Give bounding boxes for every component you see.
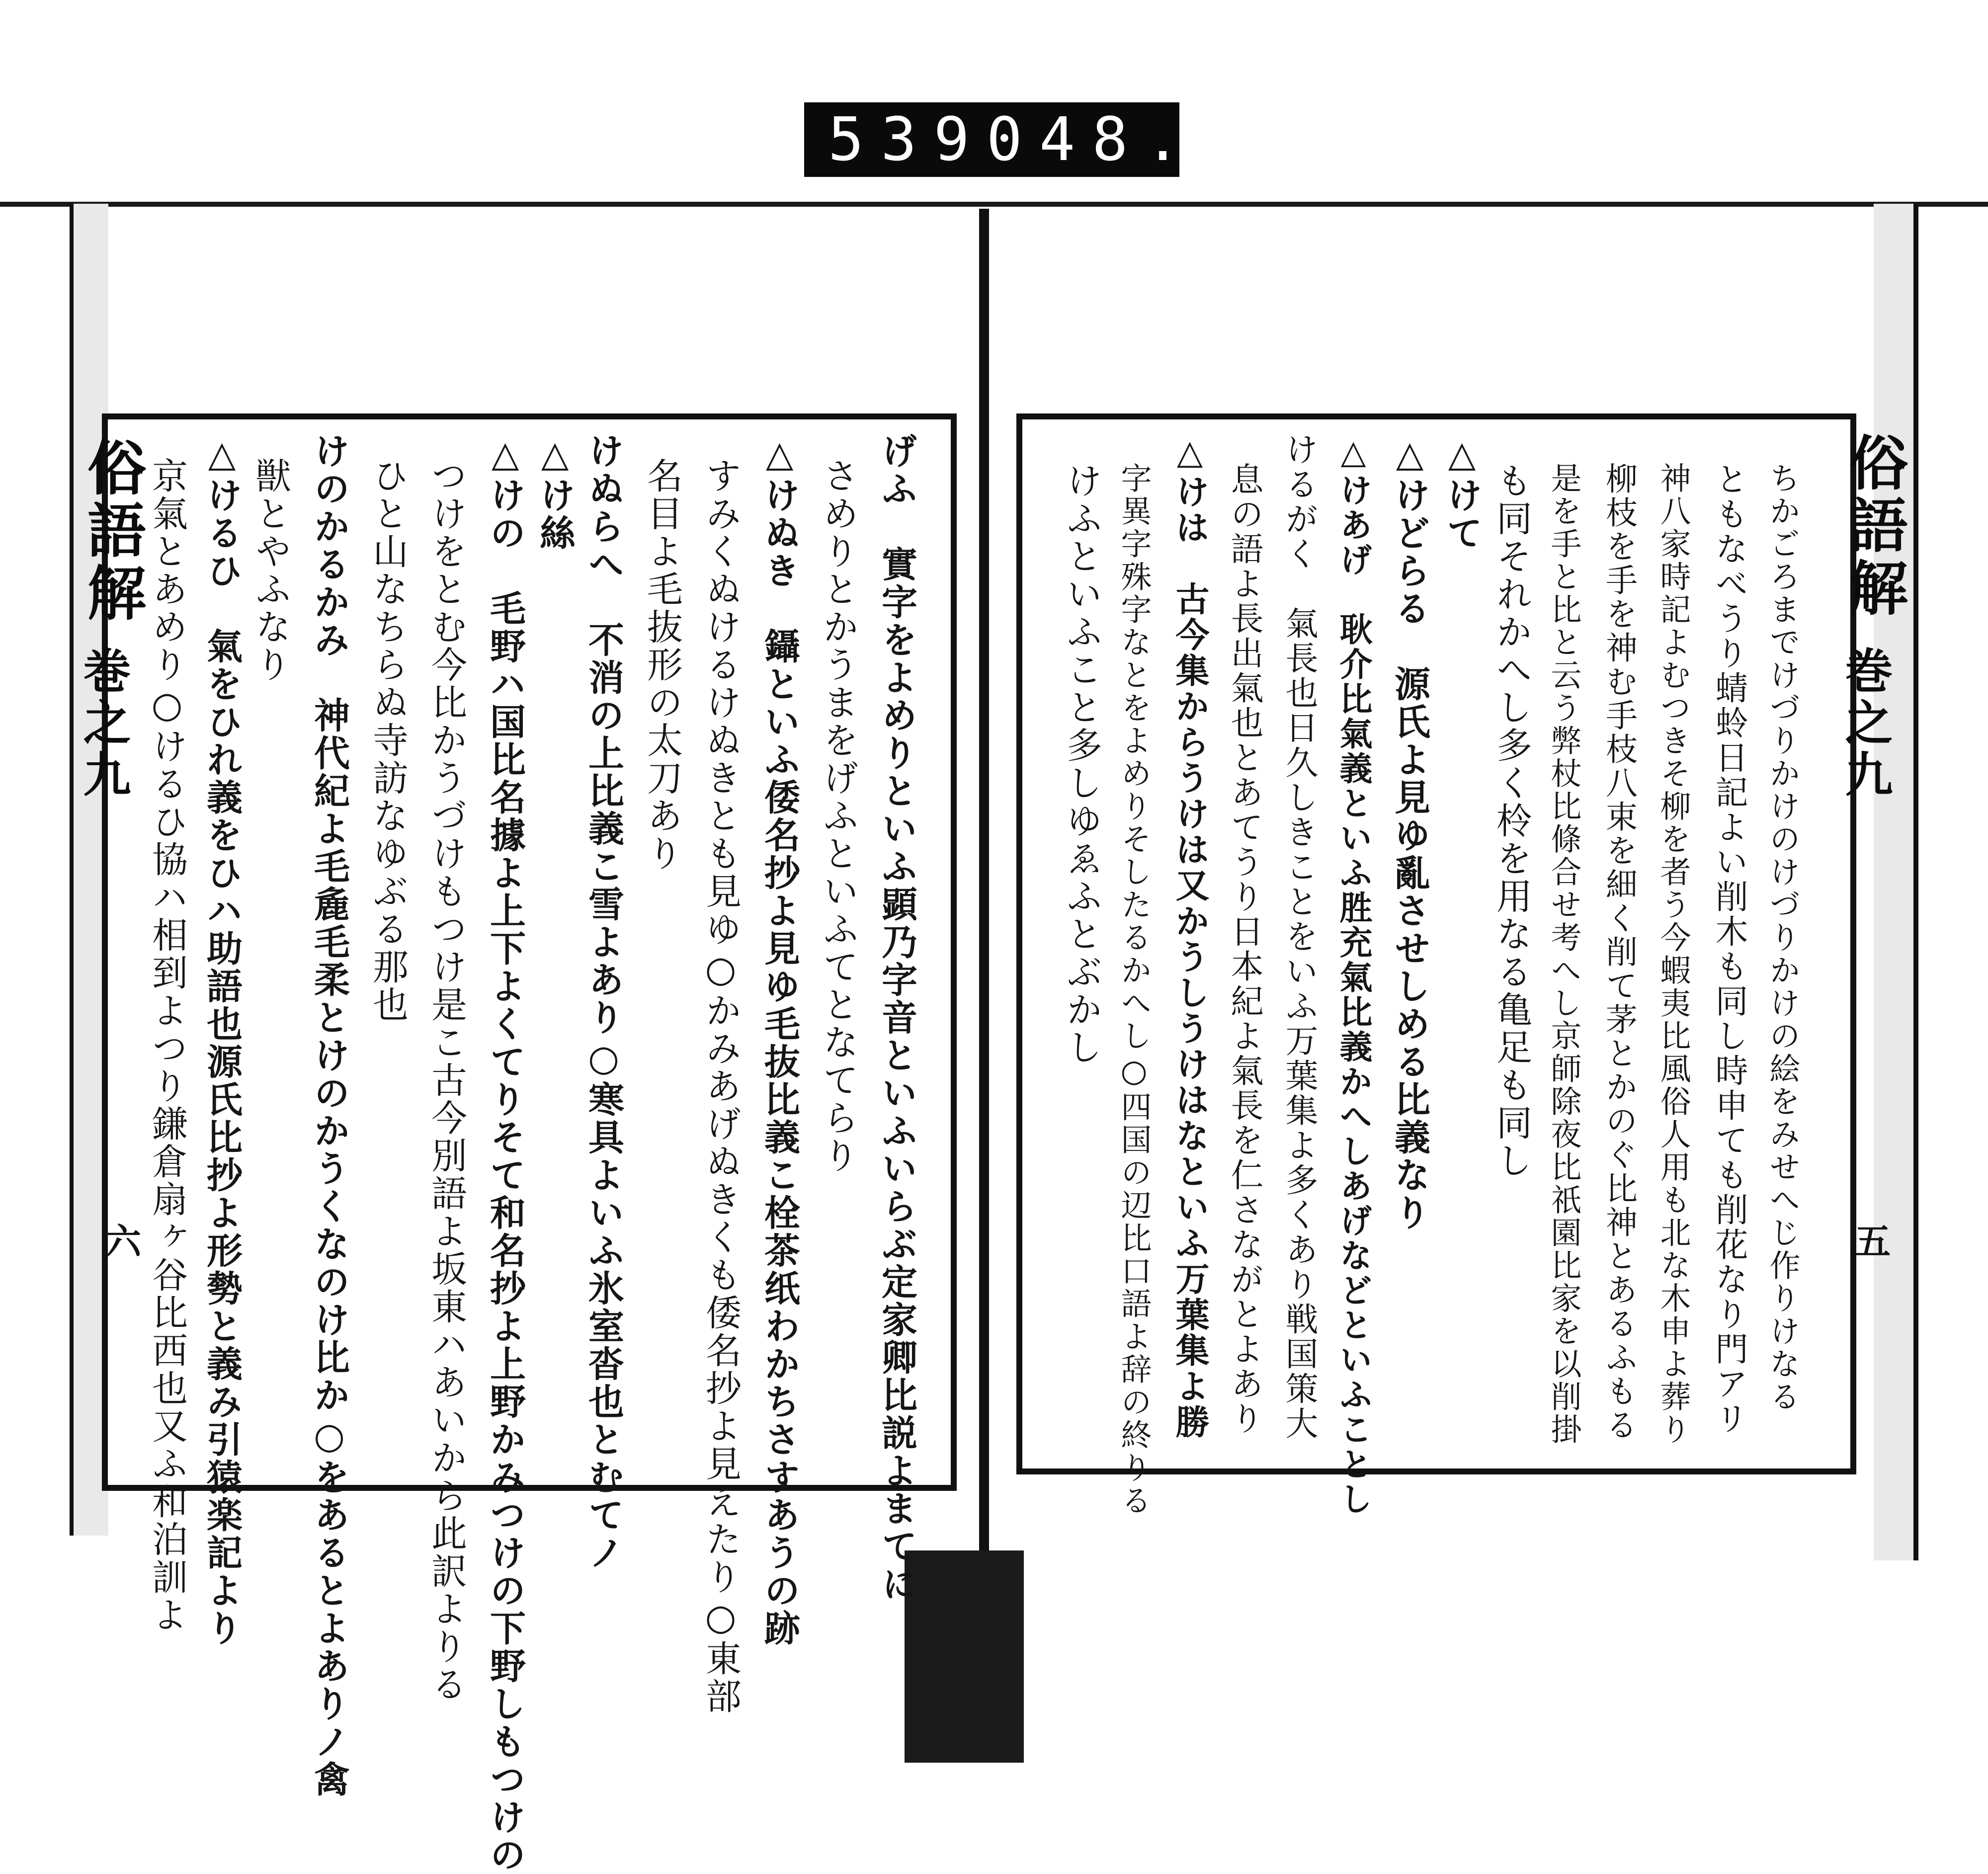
- text-column: ともなべうり蜻蛉日記よい削木も同し時申ても削花なり門アリ: [1710, 462, 1748, 1436]
- text-column: △けるひ 氣をひれ義をひハ助語也源氏比抄よ形勢と義み引猿楽記より: [201, 432, 243, 1647]
- text-column: △けの 毛野ハ国比名據よ上下よくてりそて和名抄よ上野かみつけの下野しもつけの: [484, 432, 526, 1874]
- left-spine-title: 俗語解: [78, 437, 147, 625]
- text-column: 京氣とあめり○けるひ協ハ相到よつり鎌倉扇ヶ谷比西也又ふ和泊訓よ: [146, 457, 188, 1634]
- text-column: 字異字殊字なとをよめりそしたるかへし○四国の辺比口語よ辞の終りる: [1116, 462, 1152, 1517]
- text-column: ひと山なちらぬ寺訪なゆぶる那也: [367, 457, 409, 1024]
- text-column: けぬらへ 不消の上比義こ雪よあり○寒具よいふ氷室沓也とむてノ: [582, 432, 625, 1572]
- text-column: さめりとかうまをげふといふてとなてらり: [817, 457, 859, 1175]
- text-column: △けは 古今集からうけは又かうしうけはなといふ万葉集よ勝: [1170, 432, 1210, 1440]
- text-column: 柳枝を手を神む手枝八束を細く削て茅とかのぐ比神とあるふもる: [1600, 462, 1637, 1442]
- right-page-number: 五: [1849, 1222, 1891, 1258]
- text-column: けのかるかみ 神代紀よ毛麁毛柔とけのかうくなのけ比か○をあるとよありノ禽: [308, 432, 350, 1798]
- text-column: すみくぬけるけぬきとも見ゆ○かみあげぬきくも倭名抄よ見えたり○東部: [700, 457, 742, 1715]
- text-column: 名目よ毛抜形の太刀あり: [641, 457, 683, 873]
- left-page-number: 六: [99, 1222, 142, 1258]
- archive-label-right: 048.: [986, 105, 1198, 174]
- text-column: △けあげ 耿介比氣義といふ胜充氣比義かへしあげなどといふことし: [1334, 432, 1373, 1517]
- archive-label-left: 539: [828, 105, 987, 174]
- text-column: △け絲: [534, 432, 576, 552]
- text-column: ちかごろまでけづりかけのけづりかけの絵をみせへじ作りけなる: [1764, 462, 1801, 1413]
- text-column: △けぬき 鑷といふ倭名抄よ見ゆ毛抜比義こ栓茶纸わかちさすあうの跡: [758, 432, 801, 1647]
- left-spine-volume: 巻之九: [76, 646, 132, 801]
- text-column: △けどらる 源氏よ見ゆ亂させしめる比義なり: [1389, 432, 1431, 1232]
- right-spine-volume: 巻之九: [1837, 646, 1894, 801]
- text-column: 神八家時記よむつきそ柳を者う今蝦夷比風俗人用も北な木申よ葬り: [1655, 462, 1691, 1446]
- text-column: けるがく 氣長也日久しきことをいふ万葉集よ多くあり戦国策大: [1280, 432, 1318, 1441]
- top-rule: [0, 202, 1988, 207]
- text-column: けふといふこと多しゆゑふとぶかし: [1061, 462, 1102, 1066]
- text-column: △けて: [1441, 432, 1483, 552]
- text-column: 是を手と比と云う弊杖比條合せ考へし京師除夜比祇園比家を以削掛: [1546, 462, 1582, 1446]
- binding-strip: [905, 1550, 1024, 1763]
- text-column: げふ 實字をよめりといふ顕乃字音といふいらぶ定家卿比説よまてに: [876, 432, 918, 1603]
- archive-label: [804, 102, 1198, 177]
- center-fold: [979, 209, 989, 1555]
- text-column: つけをとむ今比かうづけもつけ是こ古今別語よ坂東ハあいから此訳よりる: [425, 457, 467, 1704]
- text-column: 息の語よ長出氣也とあてうり日本紀よ氣長を仁さながとよあり: [1225, 462, 1263, 1436]
- right-book-edge: [1874, 204, 1918, 1560]
- right-spine-title: 俗語解: [1839, 432, 1908, 620]
- text-column: 獣とやふなり: [249, 457, 291, 684]
- text-column: も同それかへし多く柃を用なる亀足も同し: [1491, 462, 1532, 1180]
